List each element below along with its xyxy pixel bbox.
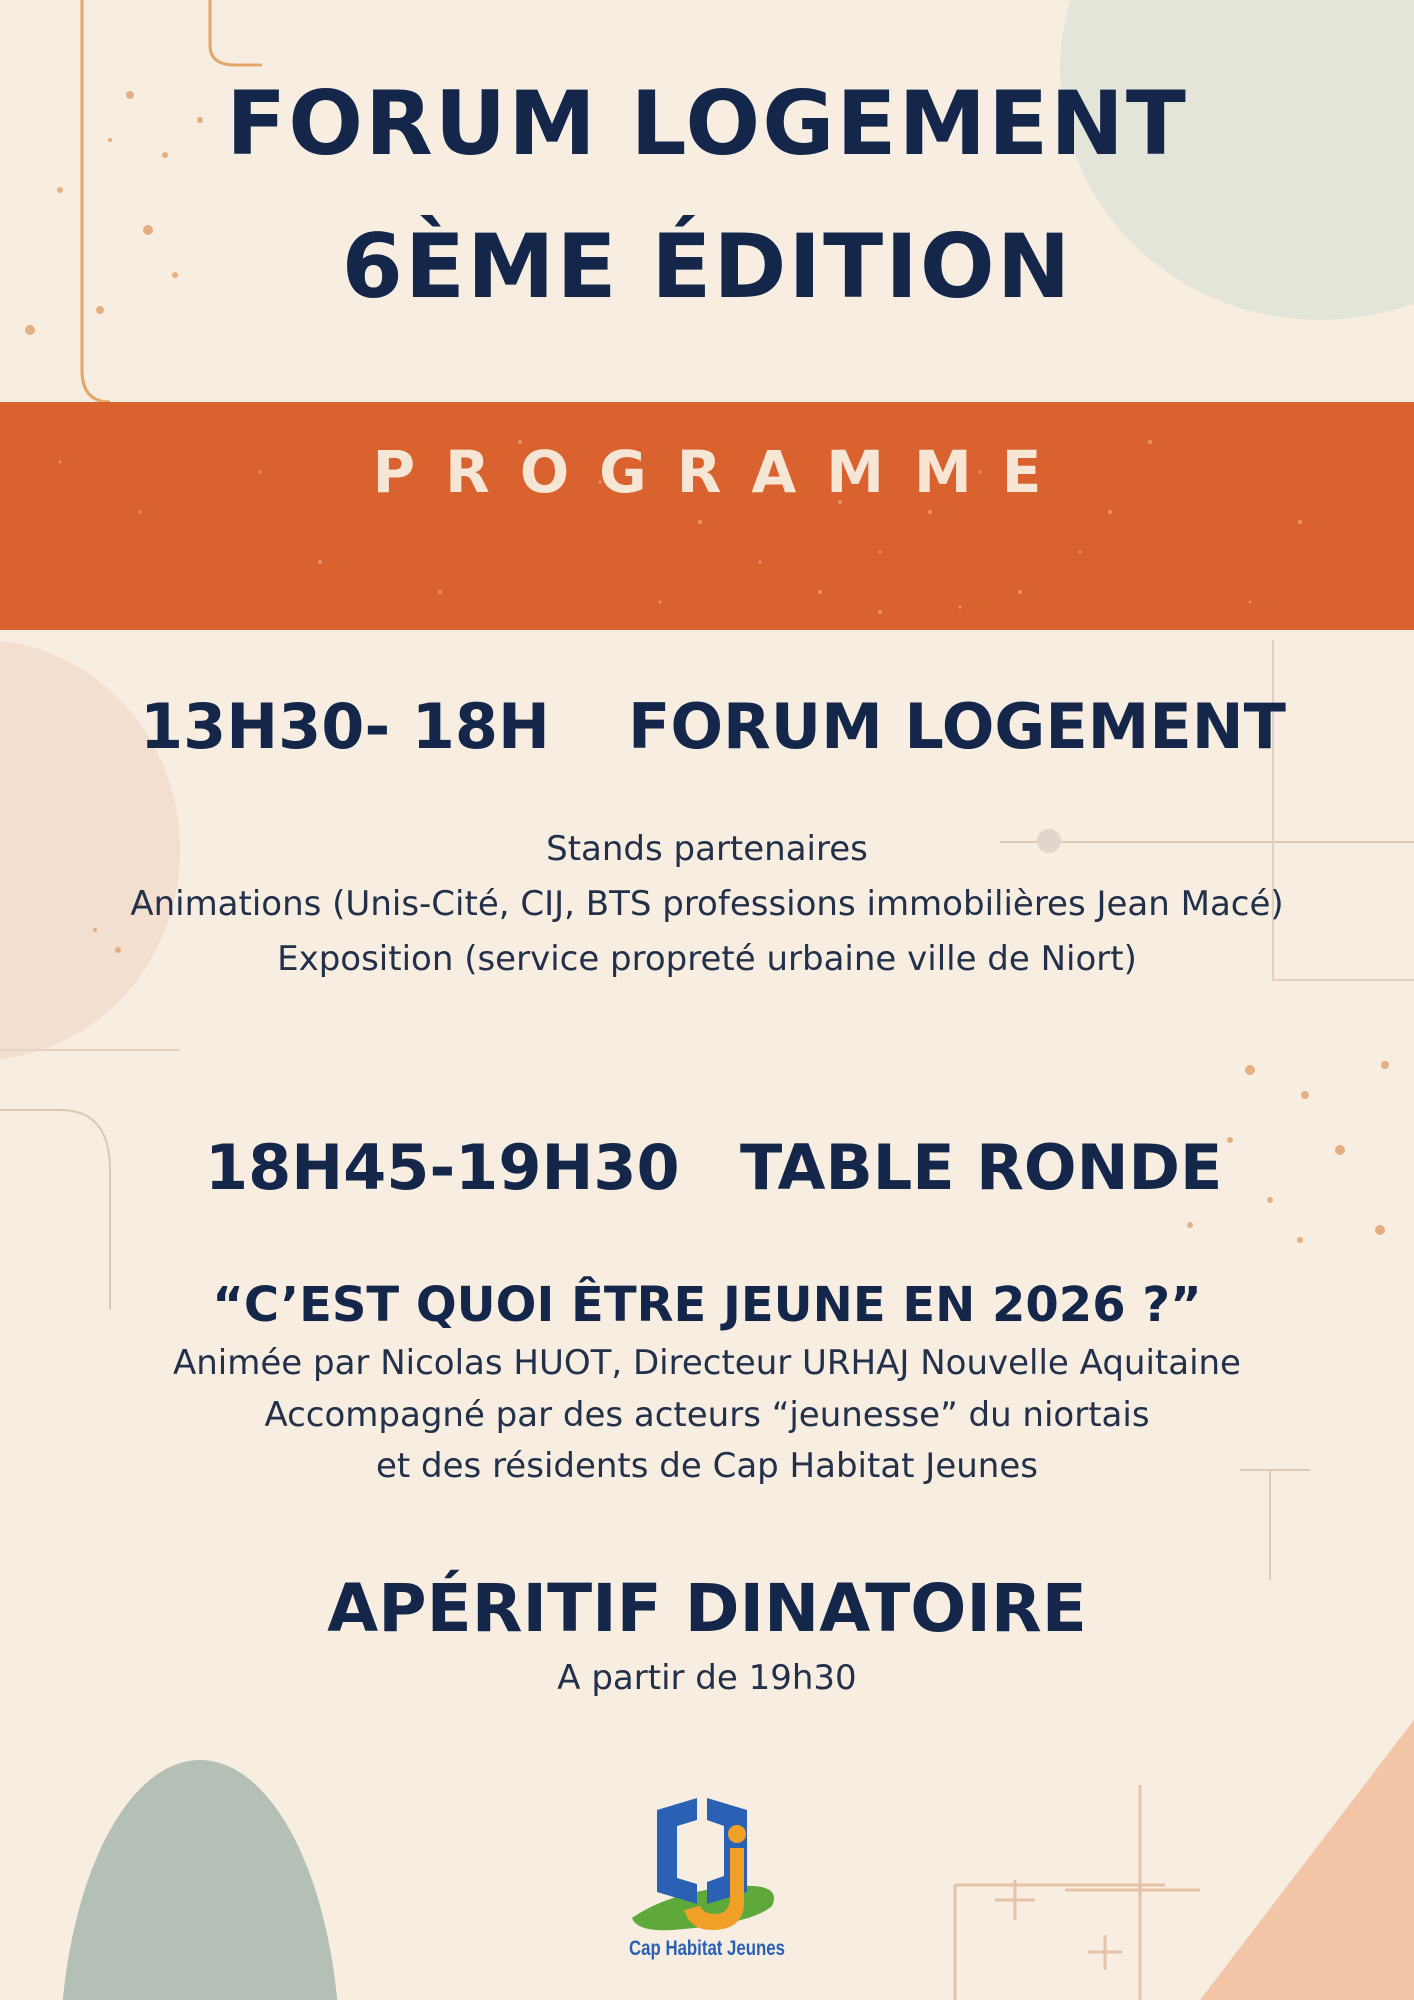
- thin-frame-bottom-right: [955, 1785, 1200, 2000]
- session2-line: Animée par Nicolas HUOT, Directeur URHAJ Nouvelle Aquitaine: [173, 1343, 1241, 1383]
- session1-line: Animations (Unis-Cité, CIJ, BTS professions immobilières Jean Macé): [130, 884, 1284, 924]
- title-line-2: 6ÈME ÉDITION: [341, 215, 1073, 318]
- banner-texture: [0, 402, 1414, 630]
- session1-line: Exposition (service propreté urbaine ville de Niort): [277, 939, 1137, 979]
- session2-line: et des résidents de Cap Habitat Jeunes: [376, 1446, 1038, 1486]
- sage-blob-bottom-left: [60, 1760, 340, 2000]
- session2-header: [0, 1131, 1414, 1211]
- title-line-1: FORUM LOGEMENT: [226, 72, 1188, 175]
- session3-subtitle: A partir de 19h30: [557, 1658, 857, 1698]
- programme-banner: [0, 402, 1414, 630]
- session1-header: [0, 690, 1414, 770]
- session2-line: Accompagné par des acteurs “jeunesse” du niortais: [264, 1395, 1150, 1435]
- session1-time: 13H30- 18H: [140, 690, 550, 763]
- session1-label: FORUM LOGEMENT: [628, 690, 1286, 763]
- programme-label: PROGRAMME: [372, 438, 1072, 506]
- orange-corner-line: [82, 0, 110, 402]
- session1-line: Stands partenaires: [546, 829, 868, 869]
- orange-hook-line: [210, 0, 262, 65]
- logo-caption: Cap Habitat Jeunes: [629, 1937, 785, 1960]
- thin-vertical-right: [1240, 1470, 1310, 1580]
- session2-label: TABLE RONDE: [740, 1131, 1223, 1204]
- session2-question: “C’EST QUOI ÊTRE JEUNE EN 2026 ?”: [212, 1277, 1202, 1333]
- session2-time: 18H45-19H30: [205, 1131, 680, 1204]
- session3-label: APÉRITIF DINATOIRE: [327, 1570, 1087, 1647]
